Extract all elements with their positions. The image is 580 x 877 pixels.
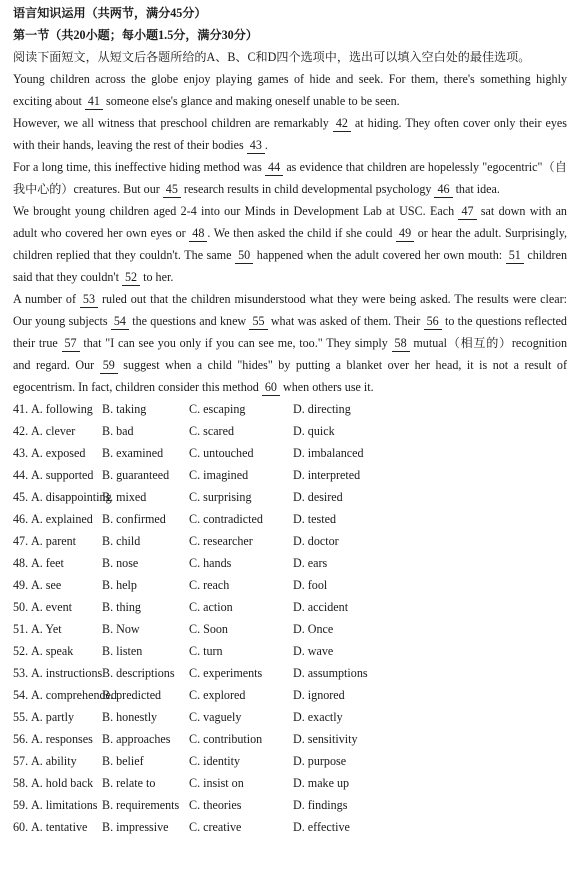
blank-51: 51 (506, 248, 524, 264)
question-row-41 (13, 398, 567, 420)
option-b: B. predicted (102, 688, 162, 702)
option-d: D. ears (293, 556, 328, 570)
option-c: C. creative (189, 820, 242, 834)
passage-paragraph (13, 68, 567, 112)
question-number: 50. (13, 600, 29, 614)
option-b: B. help (102, 578, 137, 592)
blank-41: 41 (85, 94, 103, 110)
passage-text: happened when the adult covered her own mouth: (253, 248, 506, 262)
question-row-54 (13, 684, 567, 706)
blank-46: 46 (434, 182, 452, 198)
question-row-51 (13, 618, 567, 640)
passage-body (13, 68, 567, 398)
question-number: 48. (13, 556, 29, 570)
question-row-50 (13, 596, 567, 618)
passage-text: the questions and knew (128, 314, 250, 328)
option-c: C. contradicted (189, 512, 263, 526)
passage-paragraph (13, 288, 567, 398)
option-c: C. action (189, 600, 233, 614)
question-number: 47. (13, 534, 29, 548)
option-b: B. honestly (102, 710, 158, 724)
option-d: D. effective (293, 820, 350, 834)
option-d: D. make up (293, 776, 350, 790)
passage-text: that idea. (452, 182, 500, 196)
option-a: A. disappointing (31, 490, 112, 504)
option-b: B. nose (102, 556, 139, 570)
passage-text: research results in child developmental psychology (180, 182, 435, 196)
passage-text: someone else's glance and making oneself unable to be seen. (102, 94, 400, 108)
blank-54: 54 (111, 314, 129, 330)
option-d: D. doctor (293, 534, 339, 548)
option-a: A. responses (31, 732, 93, 746)
option-c: C. explored (189, 688, 246, 702)
option-c: C. hands (189, 556, 232, 570)
question-number: 41. (13, 402, 29, 416)
passage-text: suggest when a child "hides" by putting a blanket over her head, it is not a result of egocentrism. In fact, children consider this method (13, 358, 567, 394)
option-c: C. contribution (189, 732, 263, 746)
option-a: A. tentative (31, 820, 88, 834)
option-a: A. partly (31, 710, 74, 724)
option-d: D. interpreted (293, 468, 361, 482)
passage-text: at hiding. They often cover only their eyes with their hands, leaving the rest of their bodies (13, 116, 567, 152)
option-a: A. hold back (31, 776, 94, 790)
blank-47: 47 (458, 204, 476, 220)
option-a: A. supported (31, 468, 94, 482)
option-c: C. vaguely (189, 710, 242, 724)
option-a: A. ability (31, 754, 77, 768)
question-row-43 (13, 442, 567, 464)
blank-58: 58 (392, 336, 410, 352)
option-c: C. imagined (189, 468, 249, 482)
question-row-47 (13, 530, 567, 552)
blank-48: 48 (189, 226, 207, 242)
option-a: A. comprehended (31, 688, 117, 702)
passage-text: A number of (13, 292, 80, 306)
question-row-49 (13, 574, 567, 596)
passage-text: to the questions reflected their true (13, 314, 567, 350)
passage-text: Young children across the globe enjoy playing games of hide and seek. For them, there's something highly exciting about (13, 72, 567, 108)
option-d: D. imbalanced (293, 446, 364, 460)
option-b: B. examined (102, 446, 164, 460)
question-number: 58. (13, 776, 29, 790)
option-b: B. listen (102, 644, 143, 658)
option-b: B. belief (102, 754, 144, 768)
option-d: D. assumptions (293, 666, 368, 680)
question-number: 54. (13, 688, 29, 702)
question-row-58 (13, 772, 567, 794)
option-d: D. desired (293, 490, 343, 504)
question-number: 52. (13, 644, 29, 658)
option-b: B. bad (102, 424, 134, 438)
option-d: D. sensitivity (293, 732, 358, 746)
passage-text: or hear the adult. Surprisingly, children replied that they couldn't. The same (13, 226, 567, 262)
option-c: C. surprising (189, 490, 252, 504)
passage-text: We brought young children aged 2-4 into our Minds in Development Lab at USC. Each (13, 204, 459, 218)
question-number: 42. (13, 424, 29, 438)
option-b: B. Now (102, 622, 140, 636)
blank-43: 43 (247, 138, 265, 154)
option-a: A. feet (31, 556, 64, 570)
option-c: C. researcher (189, 534, 253, 548)
question-number: 44. (13, 468, 29, 482)
question-number: 49. (13, 578, 29, 592)
option-d: D. quick (293, 424, 335, 438)
option-d: D. Once (293, 622, 334, 636)
option-a: A. see (31, 578, 62, 592)
option-b: B. guaranteed (102, 468, 170, 482)
passage-text: that "I can see you only if you can see me, too." They simply (79, 336, 392, 350)
question-number: 57. (13, 754, 29, 768)
option-b: B. relate to (102, 776, 156, 790)
option-d: D. tested (293, 512, 336, 526)
question-row-59 (13, 794, 567, 816)
question-number: 60. (13, 820, 29, 834)
option-c: C. identity (189, 754, 241, 768)
passage (13, 46, 567, 398)
question-row-48 (13, 552, 567, 574)
question-row-46 (13, 508, 567, 530)
part-title: 第一节（共20小题；每小题1.5分，满分30分） (13, 28, 258, 42)
option-b: B. descriptions (102, 666, 175, 680)
blank-57: 57 (62, 336, 80, 352)
option-b: B. thing (102, 600, 141, 614)
option-c: C. turn (189, 644, 223, 658)
option-b: B. confirmed (102, 512, 166, 526)
option-c: C. theories (189, 798, 242, 812)
question-number: 51. (13, 622, 29, 636)
question-number: 53. (13, 666, 29, 680)
option-a: A. explained (31, 512, 93, 526)
option-a: A. limitations (31, 798, 98, 812)
instructions: 阅读下面短文，从短文后各题所给的A、B、C和D四个选项中，选出可以填入空白处的最佳选项。 (13, 50, 531, 64)
passage-text: However, we all witness that preschool children are remarkably (13, 116, 333, 130)
passage-text: what was asked of them. Their (267, 314, 424, 328)
options-list (13, 398, 567, 838)
option-d: D. directing (293, 402, 351, 416)
option-a: A. event (31, 600, 72, 614)
question-number: 46. (13, 512, 29, 526)
blank-53: 53 (80, 292, 98, 308)
option-b: B. requirements (102, 798, 180, 812)
blank-59: 59 (100, 358, 118, 374)
option-d: D. fool (293, 578, 328, 592)
option-a: A. parent (31, 534, 76, 548)
option-c: C. Soon (189, 622, 228, 636)
blank-52: 52 (122, 270, 140, 286)
passage-paragraph (13, 112, 567, 156)
option-a: A. Yet (31, 622, 62, 636)
question-row-60 (13, 816, 567, 838)
option-d: D. wave (293, 644, 334, 658)
option-a: A. speak (31, 644, 74, 658)
option-d: D. purpose (293, 754, 347, 768)
section-title: 语言知识运用（共两节，满分45分） (13, 6, 207, 20)
option-d: D. accident (293, 600, 349, 614)
option-d: D. ignored (293, 688, 345, 702)
blank-44: 44 (265, 160, 283, 176)
blank-56: 56 (424, 314, 442, 330)
option-c: C. reach (189, 578, 230, 592)
blank-42: 42 (333, 116, 351, 132)
question-number: 45. (13, 490, 29, 504)
option-c: C. insist on (189, 776, 244, 790)
passage-text: as evidence that children are hopelessly "egocentric"（自我中心的）creatures. But our (13, 160, 567, 196)
question-row-56 (13, 728, 567, 750)
option-d: D. exactly (293, 710, 343, 724)
option-a: A. exposed (31, 446, 86, 460)
question-row-52 (13, 640, 567, 662)
passage-text: when others use it. (279, 380, 374, 394)
question-row-55 (13, 706, 567, 728)
option-d: D. findings (293, 798, 348, 812)
passage-paragraph (13, 156, 567, 200)
passage-text: For a long time, this ineffective hiding method was (13, 160, 266, 174)
passage-text: mutual（相互的）recognition and regard. Our (13, 336, 567, 372)
passage-text: sat down with an adult who covered her own eyes or (13, 204, 567, 240)
option-b: B. mixed (102, 490, 147, 504)
option-b: B. approaches (102, 732, 171, 746)
passage-text: . We then asked the child if she could (207, 226, 397, 240)
question-row-53 (13, 662, 567, 684)
passage-text: children said that they couldn't (13, 248, 567, 284)
option-c: C. untouched (189, 446, 254, 460)
blank-60: 60 (262, 380, 280, 396)
question-row-42 (13, 420, 567, 442)
passage-paragraph (13, 200, 567, 288)
option-c: C. scared (189, 424, 234, 438)
blank-49: 49 (396, 226, 414, 242)
question-row-44 (13, 464, 567, 486)
option-b: B. taking (102, 402, 147, 416)
question-number: 56. (13, 732, 29, 746)
option-c: C. experiments (189, 666, 263, 680)
option-b: B. impressive (102, 820, 169, 834)
question-number: 43. (13, 446, 29, 460)
passage-text: ruled out that the children misunderstood what they were being asked. The results were clear: Our young subjects (13, 292, 567, 328)
passage-text: . (264, 138, 268, 152)
question-number: 59. (13, 798, 29, 812)
option-a: A. instructions (31, 666, 103, 680)
blank-55: 55 (249, 314, 267, 330)
blank-50: 50 (235, 248, 253, 264)
option-c: C. escaping (189, 402, 246, 416)
question-number: 55. (13, 710, 29, 724)
blank-45: 45 (163, 182, 181, 198)
passage-text: to her. (140, 270, 174, 284)
question-row-57 (13, 750, 567, 772)
option-b: B. child (102, 534, 141, 548)
option-a: A. following (31, 402, 93, 416)
question-row-45 (13, 486, 567, 508)
option-a: A. clever (31, 424, 76, 438)
